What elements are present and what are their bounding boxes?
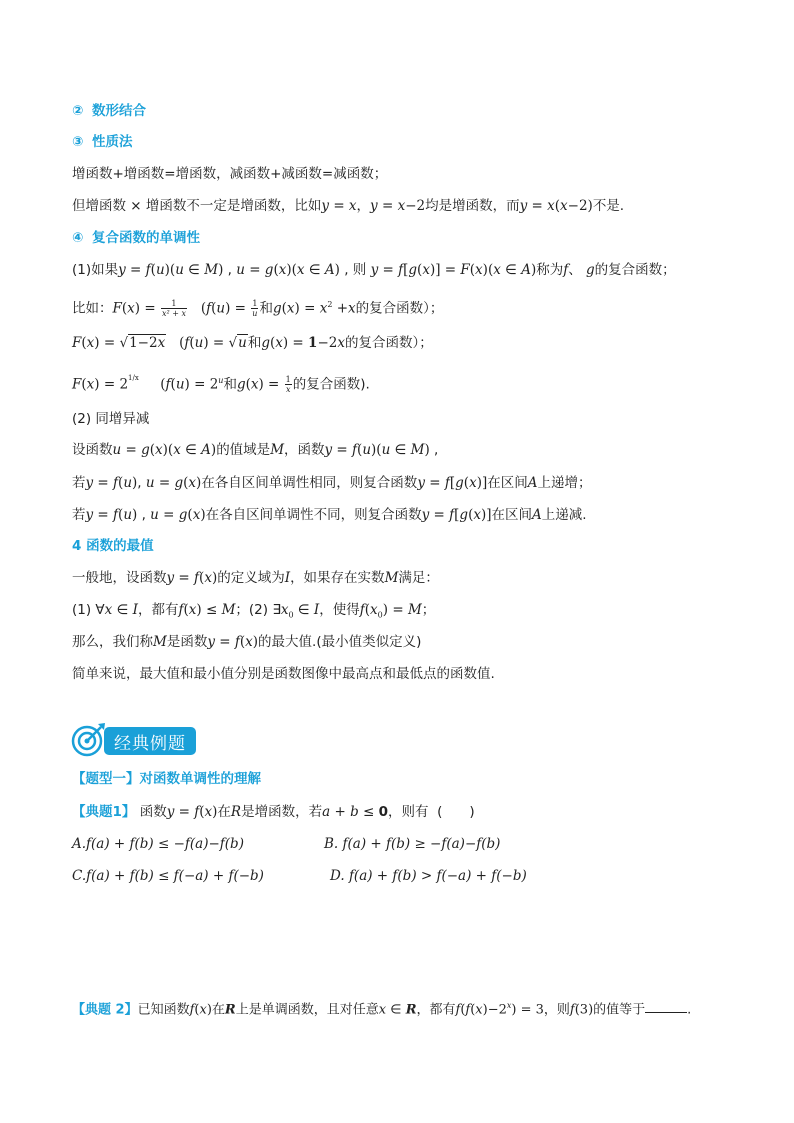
rule-line-2: 但增函数 × 增函数不一定是增函数，比如y = x，y = x−2均是增函数，而y = x(x−2)不是. bbox=[72, 198, 625, 214]
example-line-3: $F(x) = 2^{1/x}$ ($f(u) = 2^u$和g(x) = $\frac{1}{x}$ 的复合函数). bbox=[72, 374, 370, 394]
rule-same-inc-diff-dec: (2) 同增异减 bbox=[72, 411, 150, 427]
composite-setup: 设函数u = g(x)(x ∈ A)的值域是M，函数y = f(u)(u ∈ M) , bbox=[72, 442, 439, 458]
fraction: $\frac{1}{x}$ bbox=[285, 375, 291, 394]
heading-text: 性质法 bbox=[92, 134, 133, 150]
type-one-heading: 【题型一】对函数单调性的理解 bbox=[72, 771, 261, 787]
composite-increasing: 若y = f(u), u = g(x)在各自区间单调性相同，则复合函数y = f[g(x)]在区间A上递增； bbox=[72, 475, 592, 491]
circled-number: ④ bbox=[72, 230, 84, 246]
option-a[interactable]: A.f(a) + f(b) ≤ −f(a)−f(b) bbox=[72, 836, 244, 852]
example-line-2: F(x) = √1−2x (f(u) = √u和g(x) = 1−2x的复合函数）； bbox=[72, 335, 433, 351]
heading-text: 数形结合 bbox=[92, 103, 147, 119]
example-line-1: 比如：F(x) = $\frac{1}{\text{x² + x}}$ (f(u) = $\frac{1}{u}$ 和$g(x) = x^2 +x$的复合函数）； bbox=[72, 299, 444, 318]
rule-line-1: 增函数+增函数=增函数，减函数+减函数=减函数； bbox=[72, 166, 388, 182]
example-problem-2: 【典题 2】已知函数f(x)在R上是单调函数，且对任意x ∈ R，都有$f(f(x)-2^x) = 3$，则f(3)的值等于 . bbox=[72, 1001, 692, 1018]
classic-examples-banner bbox=[70, 720, 200, 760]
section-2-heading bbox=[72, 102, 146, 120]
composite-decreasing: 若y = f(u) , u = g(x)在各自区间单调性不同，则复合函数y = f[g(x)]在区间A上递减. bbox=[72, 507, 587, 523]
banner-title: 经典例题 bbox=[114, 734, 186, 754]
fraction: $\frac{1}{u}$ bbox=[252, 299, 258, 318]
extrema-summary: 简单来说，最大值和最小值分别是函数图像中最高点和最低点的函数值. bbox=[72, 666, 495, 682]
extrema-definition: 一般地，设函数y = f(x)的定义域为I，如果存在实数M满足： bbox=[72, 570, 439, 586]
section-4-heading bbox=[72, 229, 200, 247]
extrema-conclusion: 那么，我们称M是函数y = f(x)的最大值.(最小值类似定义) bbox=[72, 634, 422, 650]
option-b[interactable]: B. f(a) + f(b) ≥ −f(a)−f(b) bbox=[324, 836, 501, 852]
answer-blank[interactable] bbox=[645, 1000, 687, 1013]
fraction: $\frac{1}{\text{x² + x}}$ bbox=[161, 299, 186, 318]
section-extrema-heading: 4 函数的最值 bbox=[72, 538, 154, 554]
circled-number: ③ bbox=[72, 134, 84, 150]
composite-definition: (1)如果y = f(u)(u ∈ M) , u = g(x)(x ∈ A) , 则 y = f[g(x)] = F(x)(x ∈ A)称为f、 g的复合函数； bbox=[72, 262, 676, 278]
section-3-heading bbox=[72, 133, 133, 151]
option-c[interactable]: C.f(a) + f(b) ≤ f(−a) + f(−b) bbox=[72, 868, 264, 884]
problem-tag: 【典题 2】 bbox=[72, 1002, 138, 1018]
option-d[interactable]: D. f(a) + f(b) > f(−a) + f(−b) bbox=[330, 868, 527, 884]
extrema-conditions: (1) ∀x ∈ I，都有f(x) ≤ M；(2) $\exists x_0$ ∈ I，使得$f(x_0) = M$； bbox=[72, 602, 436, 620]
circled-number: ② bbox=[72, 103, 84, 119]
heading-text: 复合函数的单调性 bbox=[92, 230, 201, 246]
example-problem-1: 【典题1】 函数y = f(x)在R是增函数，若a + b ≤ 0，则有 ( ) bbox=[72, 804, 475, 820]
problem-tag: 【典题1】 bbox=[72, 804, 136, 820]
